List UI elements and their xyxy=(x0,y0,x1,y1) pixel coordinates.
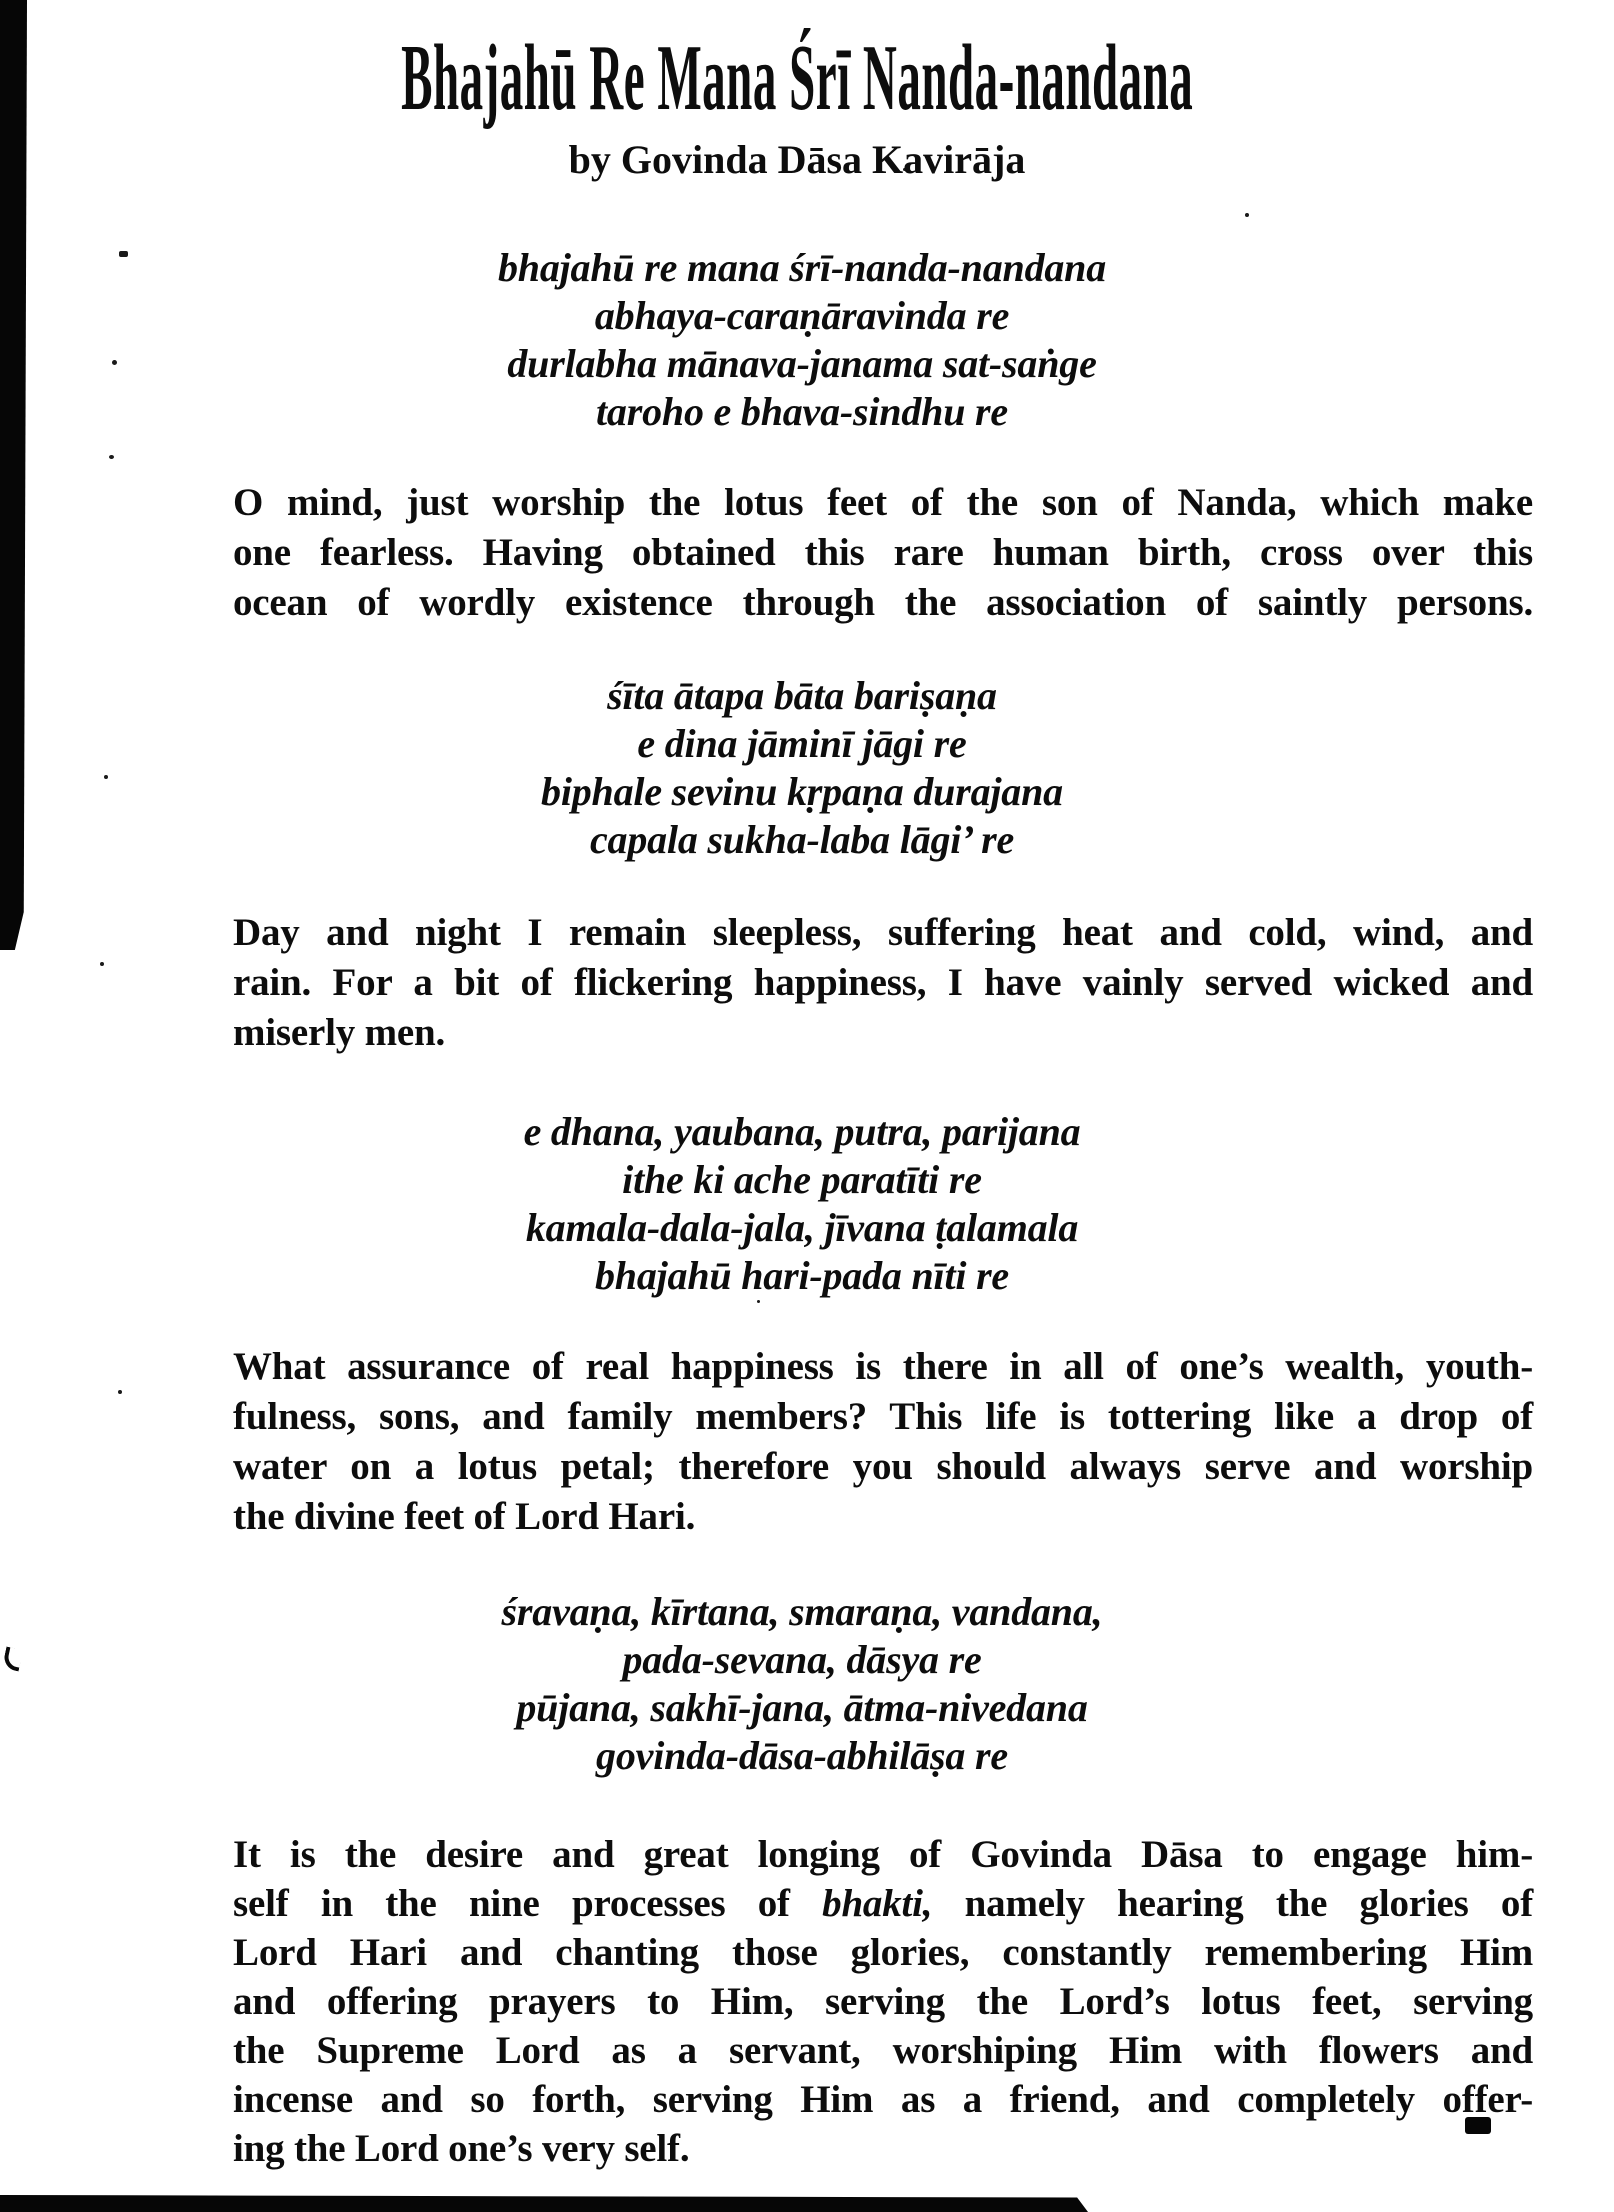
translation-line-post: namely hearing the glories of xyxy=(932,1882,1533,1925)
verse-line: govinda-dāsa-abhilāṣa re xyxy=(596,1733,1008,1778)
translation-2 xyxy=(233,908,1533,1058)
italic-term: bhakti, xyxy=(822,1882,933,1925)
scan-speck xyxy=(109,455,114,459)
scan-speck xyxy=(118,1390,122,1394)
translation-line: Day and night I remain sleepless, suffering heat and cold, wind, and xyxy=(233,911,1533,954)
translation-line: incense and so forth, serving Him as a friend, and completely offer- xyxy=(233,2078,1533,2121)
translation-4 xyxy=(233,1830,1533,2173)
verse-line: kamala-dala-jala, jīvana ṭalamala xyxy=(525,1205,1079,1250)
translation-line: rain. For a bit of flickering happiness, I have vainly served wicked and xyxy=(233,961,1533,1004)
verse-2 xyxy=(110,672,1494,864)
verse-line: e dina jāminī jāgi re xyxy=(637,721,967,766)
verse-line: śravaṇa, kīrtana, smaraṇa, vandana, xyxy=(501,1589,1103,1634)
translation-line: fulness, sons, and family members? This life is tottering like a drop of xyxy=(233,1395,1533,1438)
translation-line: It is the desire and great longing of Govinda Dāsa to engage him- xyxy=(233,1833,1533,1876)
translation-line xyxy=(233,1879,1533,1928)
translation-line: one fearless. Having obtained this rare human birth, cross over this xyxy=(233,531,1533,574)
page-title-text: Bhajahū Re Mana Śrī Nanda-nandana xyxy=(400,26,1194,130)
translation-line: the divine feet of Lord Hari. xyxy=(233,1495,696,1538)
scan-speck xyxy=(2,1646,23,1671)
translation-line: and offering prayers to Him, serving the Lord’s lotus feet, serving xyxy=(233,1980,1533,2023)
verse-line: pūjana, sakhī-jana, ātma-nivedana xyxy=(516,1685,1088,1730)
translation-3 xyxy=(233,1342,1533,1542)
verse-3 xyxy=(110,1108,1494,1300)
byline: by Govinda Dāsa Kavirāja xyxy=(568,137,1026,182)
translation-line: ocean of wordly existence through the association of saintly persons. xyxy=(233,581,1533,624)
translation-line: miserly men. xyxy=(233,1011,446,1054)
scan-speck xyxy=(1245,213,1249,217)
scan-speck xyxy=(100,962,104,966)
verse-line: durlabha mānava-janama sat-saṅge xyxy=(507,341,1097,386)
verse-line: biphale sevinu kṛpaṇa durajana xyxy=(541,769,1063,814)
verse-line: abhaya-caraṇāravinda re xyxy=(594,293,1010,338)
verse-line: bhajahū hari-pada nīti re xyxy=(594,1253,1009,1298)
scan-artifact-bottom-bar xyxy=(0,2195,1088,2212)
translation-line: O mind, just worship the lotus feet of the son of Nanda, which make xyxy=(233,481,1533,524)
verse-line: ithe ki ache paratīti re xyxy=(622,1157,982,1202)
verse-line: śīta ātapa bāta bariṣaṇa xyxy=(607,673,997,718)
translation-line-pre: self in the nine processes of xyxy=(233,1882,823,1925)
translation-1 xyxy=(233,478,1533,628)
verse-line: e dhana, yaubana, putra, parijana xyxy=(523,1109,1081,1154)
translation-line: ing the Lord one’s very self. xyxy=(233,2127,690,2170)
verse-4 xyxy=(110,1588,1494,1780)
verse-line: taroho e bhava-sindhu re xyxy=(596,389,1008,434)
verse-line: bhajahū re mana śrī-nanda-nandana xyxy=(497,245,1107,290)
scan-speck xyxy=(104,775,108,779)
verse-1 xyxy=(110,244,1494,436)
verse-line: capala sukha-laba lāgi’ re xyxy=(589,817,1015,862)
translation-line: water on a lotus petal; therefore you should always serve and worship xyxy=(233,1445,1533,1488)
translation-line: the Supreme Lord as a servant, worshiping Him with flowers and xyxy=(233,2029,1533,2072)
translation-line: Lord Hari and chanting those glories, constantly remembering Him xyxy=(233,1931,1533,1974)
scan-speck xyxy=(757,1300,760,1303)
translation-line: What assurance of real happiness is there in all of one’s wealth, youth- xyxy=(233,1345,1533,1388)
verse-line: pada-sevana, dāsya re xyxy=(622,1637,982,1682)
page-title xyxy=(0,28,1594,128)
